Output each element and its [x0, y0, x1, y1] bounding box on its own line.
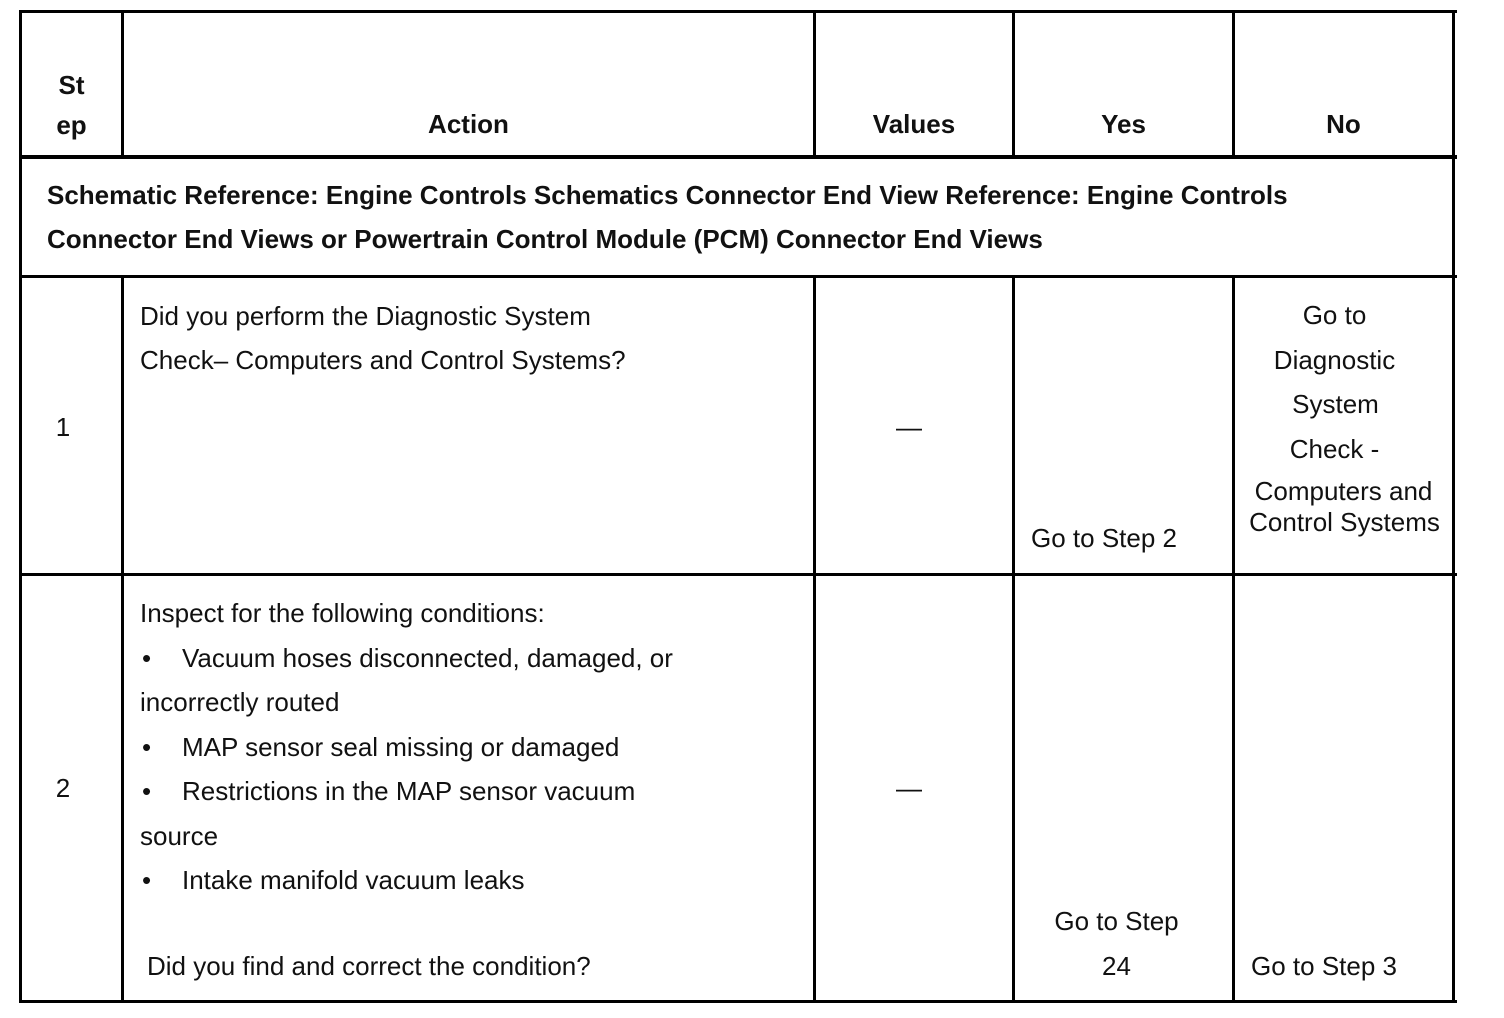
row-divider: [19, 573, 1457, 576]
condition-item: [140, 725, 673, 770]
header-divider: [19, 155, 1457, 159]
step-1-no-line: Control Systems: [1249, 507, 1440, 537]
step-1-action-line2: Check– Computers and Control Systems?: [140, 345, 626, 375]
header-no: No: [1326, 109, 1361, 139]
header-step-line2: ep: [56, 110, 87, 140]
table-border-right: [1452, 10, 1455, 1003]
condition-text: Intake manifold vacuum leaks: [182, 865, 525, 895]
header-yes: Yes: [1101, 109, 1146, 139]
condition-continuation: incorrectly routed: [140, 687, 340, 717]
step-2-action-intro: Inspect for the following conditions:: [140, 598, 545, 628]
schematic-reference-line2: Connector End Views or Powertrain Control Module (PCM) Connector End Views: [47, 224, 1043, 254]
bullet-icon: •: [142, 865, 152, 895]
step-1-no-line: Go to: [1302, 300, 1367, 330]
schematic-reference-line1: Schematic Reference: Engine Controls Schematics Connector End View Reference: Engine Controls: [47, 180, 1288, 210]
condition-item: [140, 858, 673, 903]
header-step: [22, 65, 121, 145]
condition-item: [140, 636, 673, 681]
table-border-left: [19, 10, 22, 1003]
column-divider-step: [121, 275, 124, 1003]
table-border-top: [19, 10, 1457, 13]
step-2-value: —: [896, 773, 922, 803]
step-1-no-line: Check -: [1289, 433, 1380, 464]
header-action: Action: [428, 109, 509, 139]
reference-divider: [19, 275, 1457, 278]
condition-text: Restrictions in the MAP sensor vacuum: [182, 776, 636, 806]
column-divider-action: [813, 275, 816, 1003]
bullet-icon: •: [142, 731, 152, 762]
column-divider-values: [1012, 275, 1015, 1003]
step-number-1: 1: [55, 412, 71, 442]
step-1-action-line1: Did you perform the Diagnostic System: [140, 301, 591, 331]
step-2-no-link[interactable]: Go to Step 3: [1251, 951, 1397, 981]
step-1-no-line: Computers and: [1254, 476, 1433, 506]
step-1-yes-link[interactable]: Go to Step 2: [1031, 523, 1177, 553]
bullet-icon: •: [142, 776, 152, 806]
header-step-line1: St: [58, 70, 85, 100]
condition-item: [140, 769, 673, 814]
step-2-question: Did you find and correct the condition?: [147, 951, 591, 981]
step-1-no-line: System: [1292, 389, 1379, 419]
condition-text: MAP sensor seal missing or damaged: [182, 731, 620, 762]
step-1-no-line: Diagnostic: [1273, 344, 1396, 375]
step-2-yes-line: 24: [1102, 950, 1131, 981]
step-1-no-link[interactable]: [1235, 293, 1452, 537]
header-values: Values: [872, 109, 956, 139]
condition-continuation: source: [140, 820, 219, 851]
step-2-yes-line: Go to Step: [1054, 906, 1179, 936]
step-number-2: 2: [55, 773, 71, 803]
bullet-icon: •: [142, 642, 152, 673]
table-border-bottom: [19, 1000, 1457, 1003]
condition-text: Vacuum hoses disconnected, damaged, or: [182, 642, 673, 673]
step-1-value: —: [896, 412, 922, 442]
step-2-action: [140, 591, 673, 903]
step-2-yes-link[interactable]: [1015, 899, 1232, 988]
